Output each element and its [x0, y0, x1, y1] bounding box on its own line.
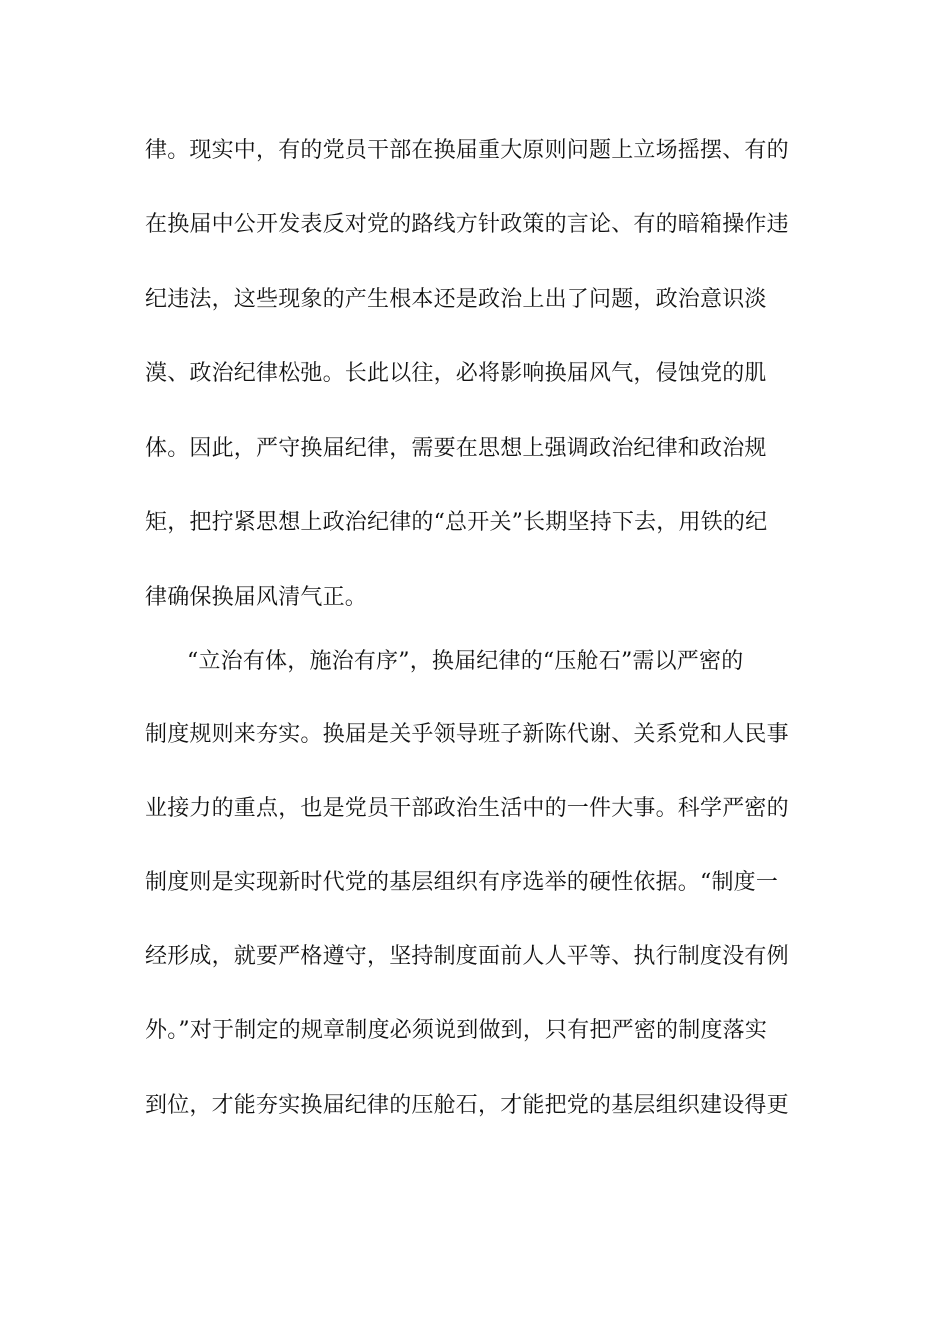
- text-line-10: 业接力的重点，也是党员干部政治生活中的一件大事。科学严密的: [145, 796, 789, 821]
- text-line-5: 体。因此，严守换届纪律，需要在思想上强调政治纪律和政治规: [145, 436, 767, 461]
- text-line-12: 经形成，就要严格遵守，坚持制度面前人人平等、执行制度没有例: [145, 944, 789, 969]
- text-line-3: 纪违法，这些现象的产生根本还是政治上出了问题，政治意识淡: [145, 287, 767, 312]
- text-line-9: 制度规则来夯实。换届是关乎领导班子新陈代谢、关系党和人民事: [145, 722, 789, 747]
- text-line-14: 到位，才能夯实换届纪律的压舱石，才能把党的基层组织建设得更: [145, 1093, 789, 1118]
- text-line-6: 矩，把拧紧思想上政治纪律的“总开关”长期坚持下去，用铁的纪: [145, 510, 768, 535]
- text-line-1: 律。现实中，有的党员干部在换届重大原则问题上立场摇摆、有的: [145, 138, 789, 163]
- text-line-2: 在换届中公开发表反对党的路线方针政策的言论、有的暗箱操作违: [145, 212, 789, 237]
- text-line-13: 外。”对于制定的规章制度必须说到做到，只有把严密的制度落实: [145, 1018, 768, 1043]
- text-line-4: 漠、政治纪律松弛。长此以往，必将影响换届风气，侵蚀党的肌: [145, 361, 767, 386]
- text-line-11: 制度则是实现新时代党的基层组织有序选举的硬性依据。“制度一: [145, 870, 779, 895]
- text-line-7: 律确保换届风清气正。: [145, 585, 368, 610]
- paragraph-2-first-line: “立治有体，施治有序”，换届纪律的“压舱石”需以严密的: [187, 649, 744, 674]
